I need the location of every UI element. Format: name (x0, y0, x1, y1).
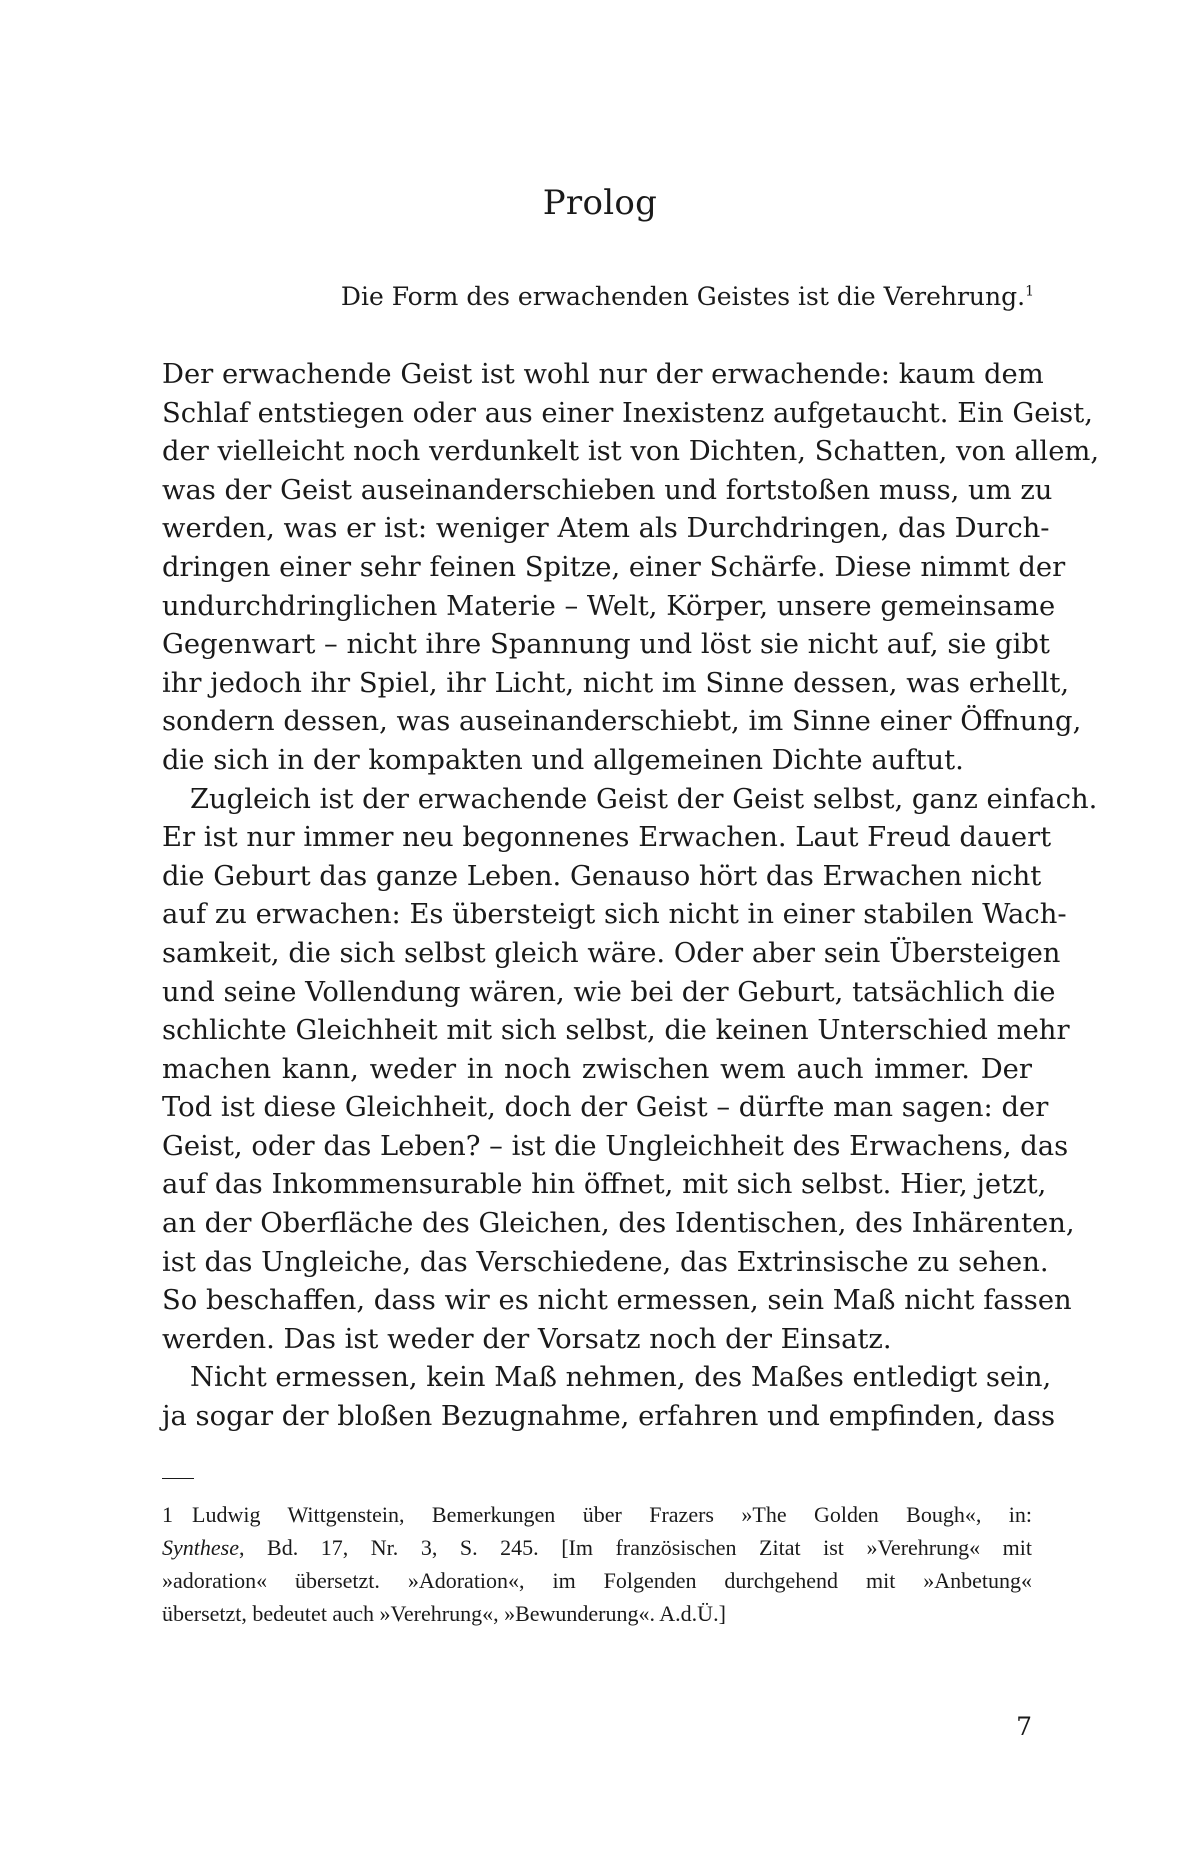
text-line: dringen einer sehr feinen Spitze, einer Schärfe. Diese nimmt der (162, 551, 1066, 583)
footnote-text: Ludwig Wittgenstein, Bemerkungen über Frazers »The Golden Bough«, in: (192, 1502, 1032, 1527)
text-line: Nicht ermessen, kein Maß nehmen, des Maßes entledigt sein, (190, 1362, 1052, 1394)
text-line: die sich in der kompakten und allgemeinen Dichte auftut. (162, 744, 964, 776)
text-line: Zugleich ist der erwachende Geist der Geist selbst, ganz einfach. (190, 783, 1098, 815)
text-line: werden, was er ist: weniger Atem als Durchdringen, das Durch- (162, 513, 1050, 545)
text-line: die Geburt das ganze Leben. Genauso hört das Erwachen nicht (162, 860, 1042, 892)
footnote-number: 1 (162, 1502, 173, 1527)
text-line: was der Geist auseinanderschieben und fortstoßen muss, um zu (162, 474, 1053, 506)
text-line: Gegenwart – nicht ihre Spannung und löst sie nicht auf, sie gibt (162, 629, 1050, 661)
text-line: an der Oberfläche des Gleichen, des Identischen, des Inhärenten, (162, 1208, 1075, 1240)
text-line: Tod ist diese Gleichheit, doch der Geist – dürfte man sagen: der (162, 1092, 1049, 1124)
footnote-line: übersetzt, bedeutet auch »Verehrung«, »Bewunderung«. A.d.Ü.] (162, 1601, 726, 1626)
footnote (162, 1498, 1032, 1630)
text-line: der vielleicht noch verdunkelt ist von Dichten, Schatten, von allem, (162, 436, 1100, 468)
text-line: Schlaf entstiegen oder aus einer Inexistenz aufgetaucht. Ein Geist, (162, 397, 1093, 429)
footnote-text-rest: , Bd. 17, Nr. 3, S. 245. [Im französischen Zitat ist »Verehrung« mit (238, 1535, 1032, 1560)
epigraph-text: Die Form des erwachenden Geistes ist die Verehrung. (340, 282, 1026, 311)
text-line: Er ist nur immer neu begonnenes Erwachen. Laut Freud dauert (162, 822, 1052, 854)
body-text (162, 356, 1100, 1437)
text-line: Der erwachende Geist ist wohl nur der erwachende: kaum dem (162, 359, 1044, 390)
text-line: So beschaffen, dass wir es nicht ermessen, sein Maß nicht fassen (162, 1285, 1072, 1317)
text-line: auf zu erwachen: Es übersteigt sich nicht in einer stabilen Wach- (162, 899, 1067, 931)
text-line: auf das Inkommensurable hin öffnet, mit sich selbst. Hier, jetzt, (162, 1169, 1047, 1201)
epigraph (341, 282, 1034, 311)
page-number: 7 (1016, 1712, 1032, 1741)
text-line: ja sogar der bloßen Bezugnahme, erfahren und empfinden, dass (162, 1401, 1056, 1433)
footnote-text (162, 1535, 1032, 1560)
text-line: undurchdringlichen Materie – Welt, Körper, unsere gemeinsame (162, 590, 1056, 622)
footnote-line (162, 1531, 1032, 1564)
text-line: schlichte Gleichheit mit sich selbst, die keinen Unterschied mehr (162, 1015, 1070, 1047)
footnote-line (162, 1498, 1032, 1531)
footnote-separator (162, 1478, 194, 1479)
text-line: ist das Ungleiche, das Verschiedene, das Extrinsische zu sehen. (162, 1246, 1049, 1278)
text-line: machen kann, weder in noch zwischen wem auch immer. Der (162, 1053, 1032, 1085)
text-line: und seine Vollendung wären, wie bei der Geburt, tatsächlich die (162, 976, 1056, 1008)
text-line: Geist, oder das Leben? – ist die Ungleichheit des Erwachens, das (162, 1130, 1069, 1162)
text-line: ihr jedoch ihr Spiel, ihr Licht, nicht im Sinne dessen, was erhellt, (162, 667, 1070, 699)
text-line: werden. Das ist weder der Vorsatz noch der Einsatz. (162, 1323, 892, 1355)
footnote-line: »adoration« übersetzt. »Adoration«, im Folgenden durchgehend mit »Anbetung« (162, 1568, 1032, 1593)
journal-title: Synthese (162, 1535, 239, 1560)
page-title: Prolog (542, 182, 658, 223)
footnote-reference: 1 (1025, 283, 1034, 300)
text-line: samkeit, die sich selbst gleich wäre. Oder aber sein Übersteigen (162, 937, 1061, 969)
text-line: sondern dessen, was auseinanderschiebt, im Sinne einer Öffnung, (162, 706, 1082, 738)
